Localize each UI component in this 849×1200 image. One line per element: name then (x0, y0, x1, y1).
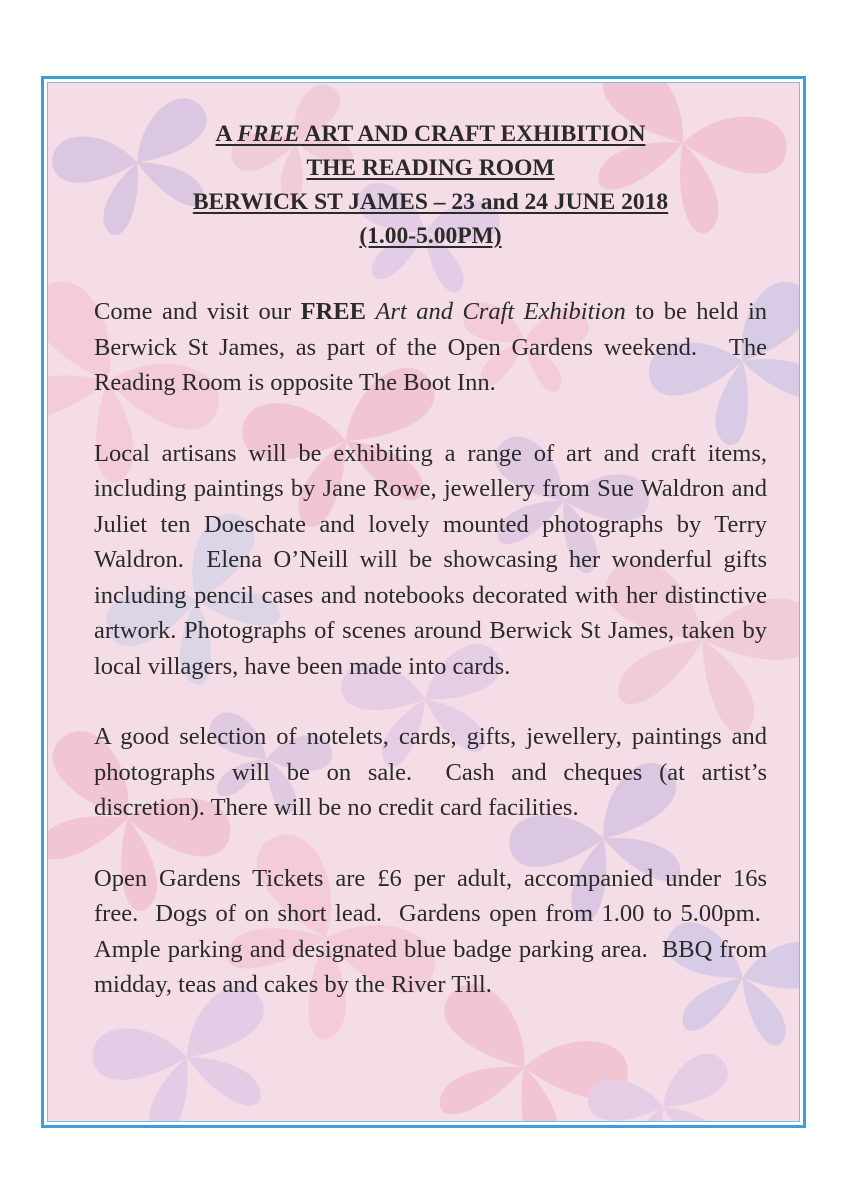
heading-free: FREE (237, 121, 300, 147)
heading-line-4 (94, 219, 767, 253)
intro-free: FREE (300, 298, 366, 325)
paragraph-sale: A good selection of notelets, cards, gifts, jewellery, paintings and photographs will be on sale. Cash and cheques (at artist’s discretion). There will be no credit card facilities. (94, 723, 767, 821)
heading-line-2 (94, 151, 767, 185)
heading-line-1 (94, 117, 767, 151)
heading-title: ART AND CRAFT EXHIBITION (299, 121, 646, 147)
heading-times: (1.00-5.00PM) (359, 223, 502, 249)
poster-frame (41, 76, 806, 1128)
poster-content (94, 117, 767, 1003)
poster-panel (47, 82, 800, 1122)
heading-prefix: A (215, 121, 238, 147)
paragraph-tickets: Open Gardens Tickets are £6 per adult, accompanied under 16s free. Dogs of on short lead. Gardens open from 1.00 to 5.00pm. Ample parking and designated blue badge parking area. BBQ from midday, teas and cakes by the River Till. (94, 864, 767, 998)
paragraph-intro (94, 294, 767, 401)
exhibition-heading (94, 117, 767, 253)
heading-dates: BERWICK ST JAMES – 23 and 24 JUNE 2018 (192, 189, 669, 215)
intro-event-name: Art and Craft Exhibition (375, 298, 626, 325)
paragraph-artisans: Local artisans will be exhibiting a range of art and craft items, including paintings by Jane Rowe, jewellery from Sue Waldron and Juliet ten Doeschate and lovely mounted photographs by Terry Waldron. Elena O’Neill will be showcasing her wonderful gifts including pencil cases and notebooks decorated with her distinctive artwork. Photographs of scenes around Berwick St James, taken by local villagers, have been made into cards. (94, 439, 767, 680)
heading-venue: THE READING ROOM (306, 155, 555, 181)
intro-text-c: to be held in Berwick St James, as part of the Open Gardens weekend. The Reading Room is opposite The Boot Inn. (94, 298, 768, 396)
heading-line-3 (94, 185, 767, 219)
intro-text-a: Come and visit our (94, 298, 301, 325)
